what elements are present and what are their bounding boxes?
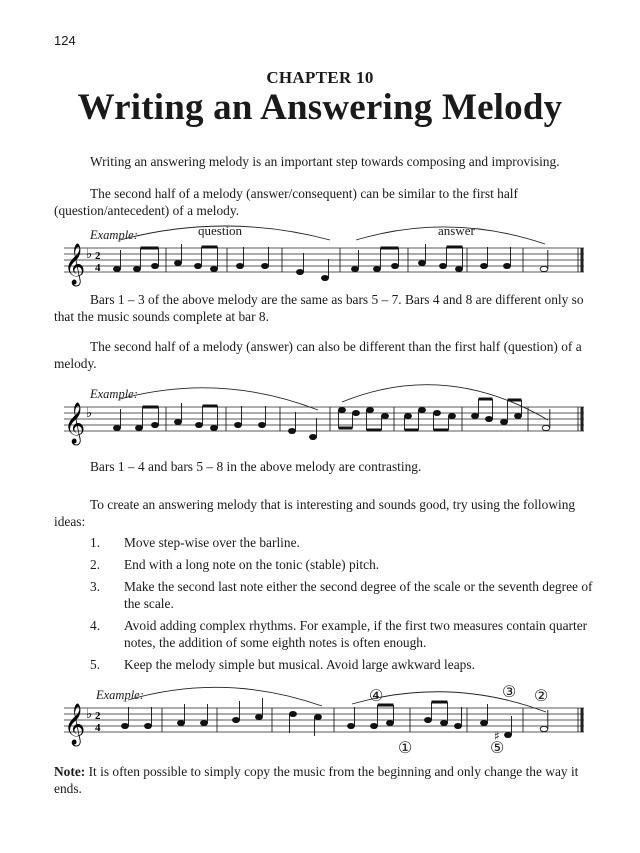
list-item-number: 2. <box>90 557 101 572</box>
svg-text:𝄞: 𝄞 <box>64 403 86 444</box>
list-item-number: 4. <box>90 618 101 633</box>
answer-label: answer <box>438 223 475 238</box>
svg-text:𝄞: 𝄞 <box>64 704 86 745</box>
circled-mark-3: ③ <box>502 684 517 701</box>
svg-text:4: 4 <box>95 262 101 274</box>
circled-mark-1: ① <box>398 740 413 757</box>
circled-mark-2: ② <box>534 688 549 705</box>
paragraph-ideas-intro: To create an answering melody that is interesting and sounds good, try using the following ideas: <box>54 497 576 529</box>
list-item-text: Move step-wise over the barline. <box>124 535 300 550</box>
question-label: question <box>198 223 243 238</box>
svg-text:𝄞: 𝄞 <box>64 244 86 285</box>
circled-mark-5: ⑤ <box>490 740 505 757</box>
svg-text:♯: ♯ <box>494 729 500 743</box>
list-item-text: Keep the melody simple but musical. Avoid large awkward leaps. <box>124 657 475 672</box>
paragraph-contrasting: Bars 1 – 4 and bars 5 – 8 in the above melody are contrasting. <box>90 459 422 474</box>
paragraph-similar: The second half of a melody (answer/consequent) can be similar to the first half (question/antecedent) of a melody. <box>54 186 518 218</box>
chapter-label: CHAPTER 10 <box>266 68 374 87</box>
list-item-number: 1. <box>90 535 101 550</box>
page-title: Writing an Answering Melody <box>77 87 563 128</box>
example-label: Example: <box>90 228 138 242</box>
paragraph-different: The second half of a melody (answer) can also be different than the first half (question) of a melody. <box>54 339 582 371</box>
list-item-number: 5. <box>90 657 101 672</box>
list-item-number: 3. <box>90 579 101 594</box>
svg-text:♭: ♭ <box>86 707 93 722</box>
note-paragraph <box>54 763 594 797</box>
page-number: 124 <box>54 33 76 48</box>
example-label-3: Example: <box>96 688 144 702</box>
list-item-text: Make the second last note either the second degree of the scale or the seventh degree of the scale. <box>124 579 593 611</box>
note-text: It is often possible to simply copy the music from the beginning and only change the way it ends. <box>54 764 579 796</box>
svg-text:2: 2 <box>95 250 101 262</box>
svg-text:2: 2 <box>95 710 101 722</box>
svg-text:♭: ♭ <box>86 247 93 262</box>
paragraph-bars-same: Bars 1 – 3 of the above melody are the same as bars 5 – 7. Bars 4 and 8 are different only so that the music sounds complete at bar 8. <box>54 292 584 324</box>
paragraph-intro: Writing an answering melody is an important step towards composing and improvising. <box>90 154 560 169</box>
svg-text:♭: ♭ <box>86 406 93 421</box>
example-label-2: Example: <box>90 387 138 401</box>
list-item-text: End with a long note on the tonic (stable) pitch. <box>124 557 380 572</box>
circled-mark-4: ④ <box>369 688 384 705</box>
svg-text:4: 4 <box>95 722 101 734</box>
note-label: Note: <box>54 764 86 779</box>
list-item-text: Avoid adding complex rhythms. For example, if the first two measures contain quarter notes, the addition of some eighth notes is often enough. <box>124 618 588 650</box>
